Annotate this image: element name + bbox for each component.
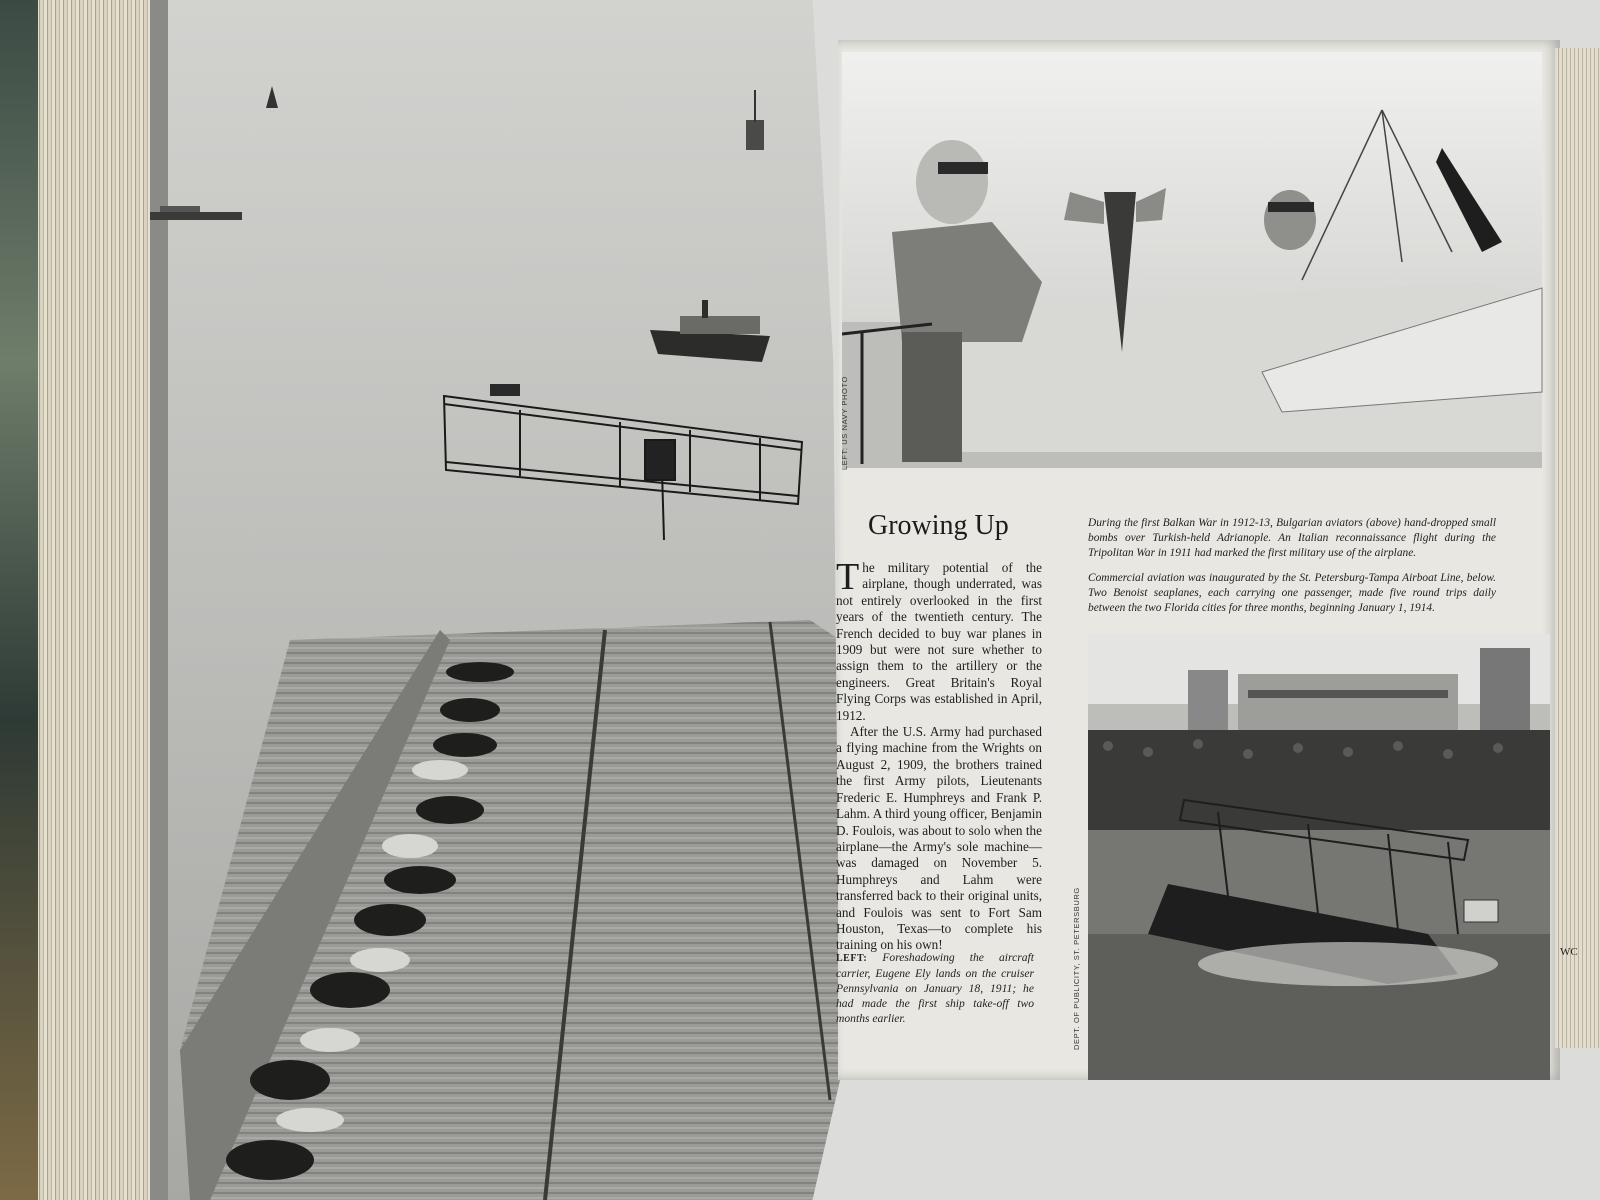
body-paragraph-2: After the U.S. Army had purchased a flying machine from the Wrights on August 2, 1909, the brothers trained the first Army pilots, Lieutenants Frederic E. Humphreys and Frank P. Lahm. A third young officer, Benjamin D. Foulois, was about to solo when the airplane—the Army's sole machine—was damaged on November 5. Humphreys and Lahm were transferred back to their original units, and Foulois was sent to Fort Sam Houston, Texas—to complete his training on his own! <box>836 724 1042 953</box>
ship-landing-photo <box>150 0 840 1200</box>
photo-credit-bottom: DEPT. OF PUBLICITY, ST. PETERSBURG <box>1072 887 1081 1050</box>
caption-lead: LEFT: <box>836 953 868 964</box>
page-mark: WC <box>1560 946 1578 958</box>
article-body <box>836 556 1042 954</box>
page-edges-left <box>0 0 160 1200</box>
caption-airboat: Commercial aviation was inaugurated by the St. Petersburg-Tampa Airboat Line, below. Two Benoist seaplanes, each carrying one passenger, made five round trips daily between the two Florida cities for three months, beginning January 1, 1914. <box>1088 572 1496 614</box>
drop-cap: T <box>836 556 860 598</box>
body-paragraph-1-text: he military potential of the airplane, though underrated, was not entirely overlooked in the first years of the twentieth century. The French decided to buy war planes in 1909 but were not sure whether to assign them to the artillery or the engineers. Great Britain's Royal Flying Corps was established in April, 1912. <box>836 560 1042 723</box>
left-photo-caption <box>836 950 1034 1026</box>
caption-text: Foreshadowing the aircraft carrier, Eugene Ely lands on the cruiser Pennsylvania on January 18, 1911; he had made the first ship take-off two months earlier. <box>836 951 1034 1025</box>
article-heading: Growing Up <box>868 510 1009 541</box>
photo-credit-left: LEFT: US NAVY PHOTO <box>840 376 849 470</box>
balkan-aviators-photo <box>842 52 1566 472</box>
caption-balkan: During the first Balkan War in 1912-13, Bulgarian aviators (above) hand-dropped small bombs over Turkish-held Adrianople. An Italian reconnaissance flight during the Tripolitan War in 1911 had marked the first military use of the airplane. <box>1088 517 1496 559</box>
airboat-line-photo <box>1088 634 1550 1080</box>
left-page <box>150 0 840 1200</box>
right-captions <box>1088 516 1496 626</box>
body-paragraph-1 <box>836 556 1042 724</box>
